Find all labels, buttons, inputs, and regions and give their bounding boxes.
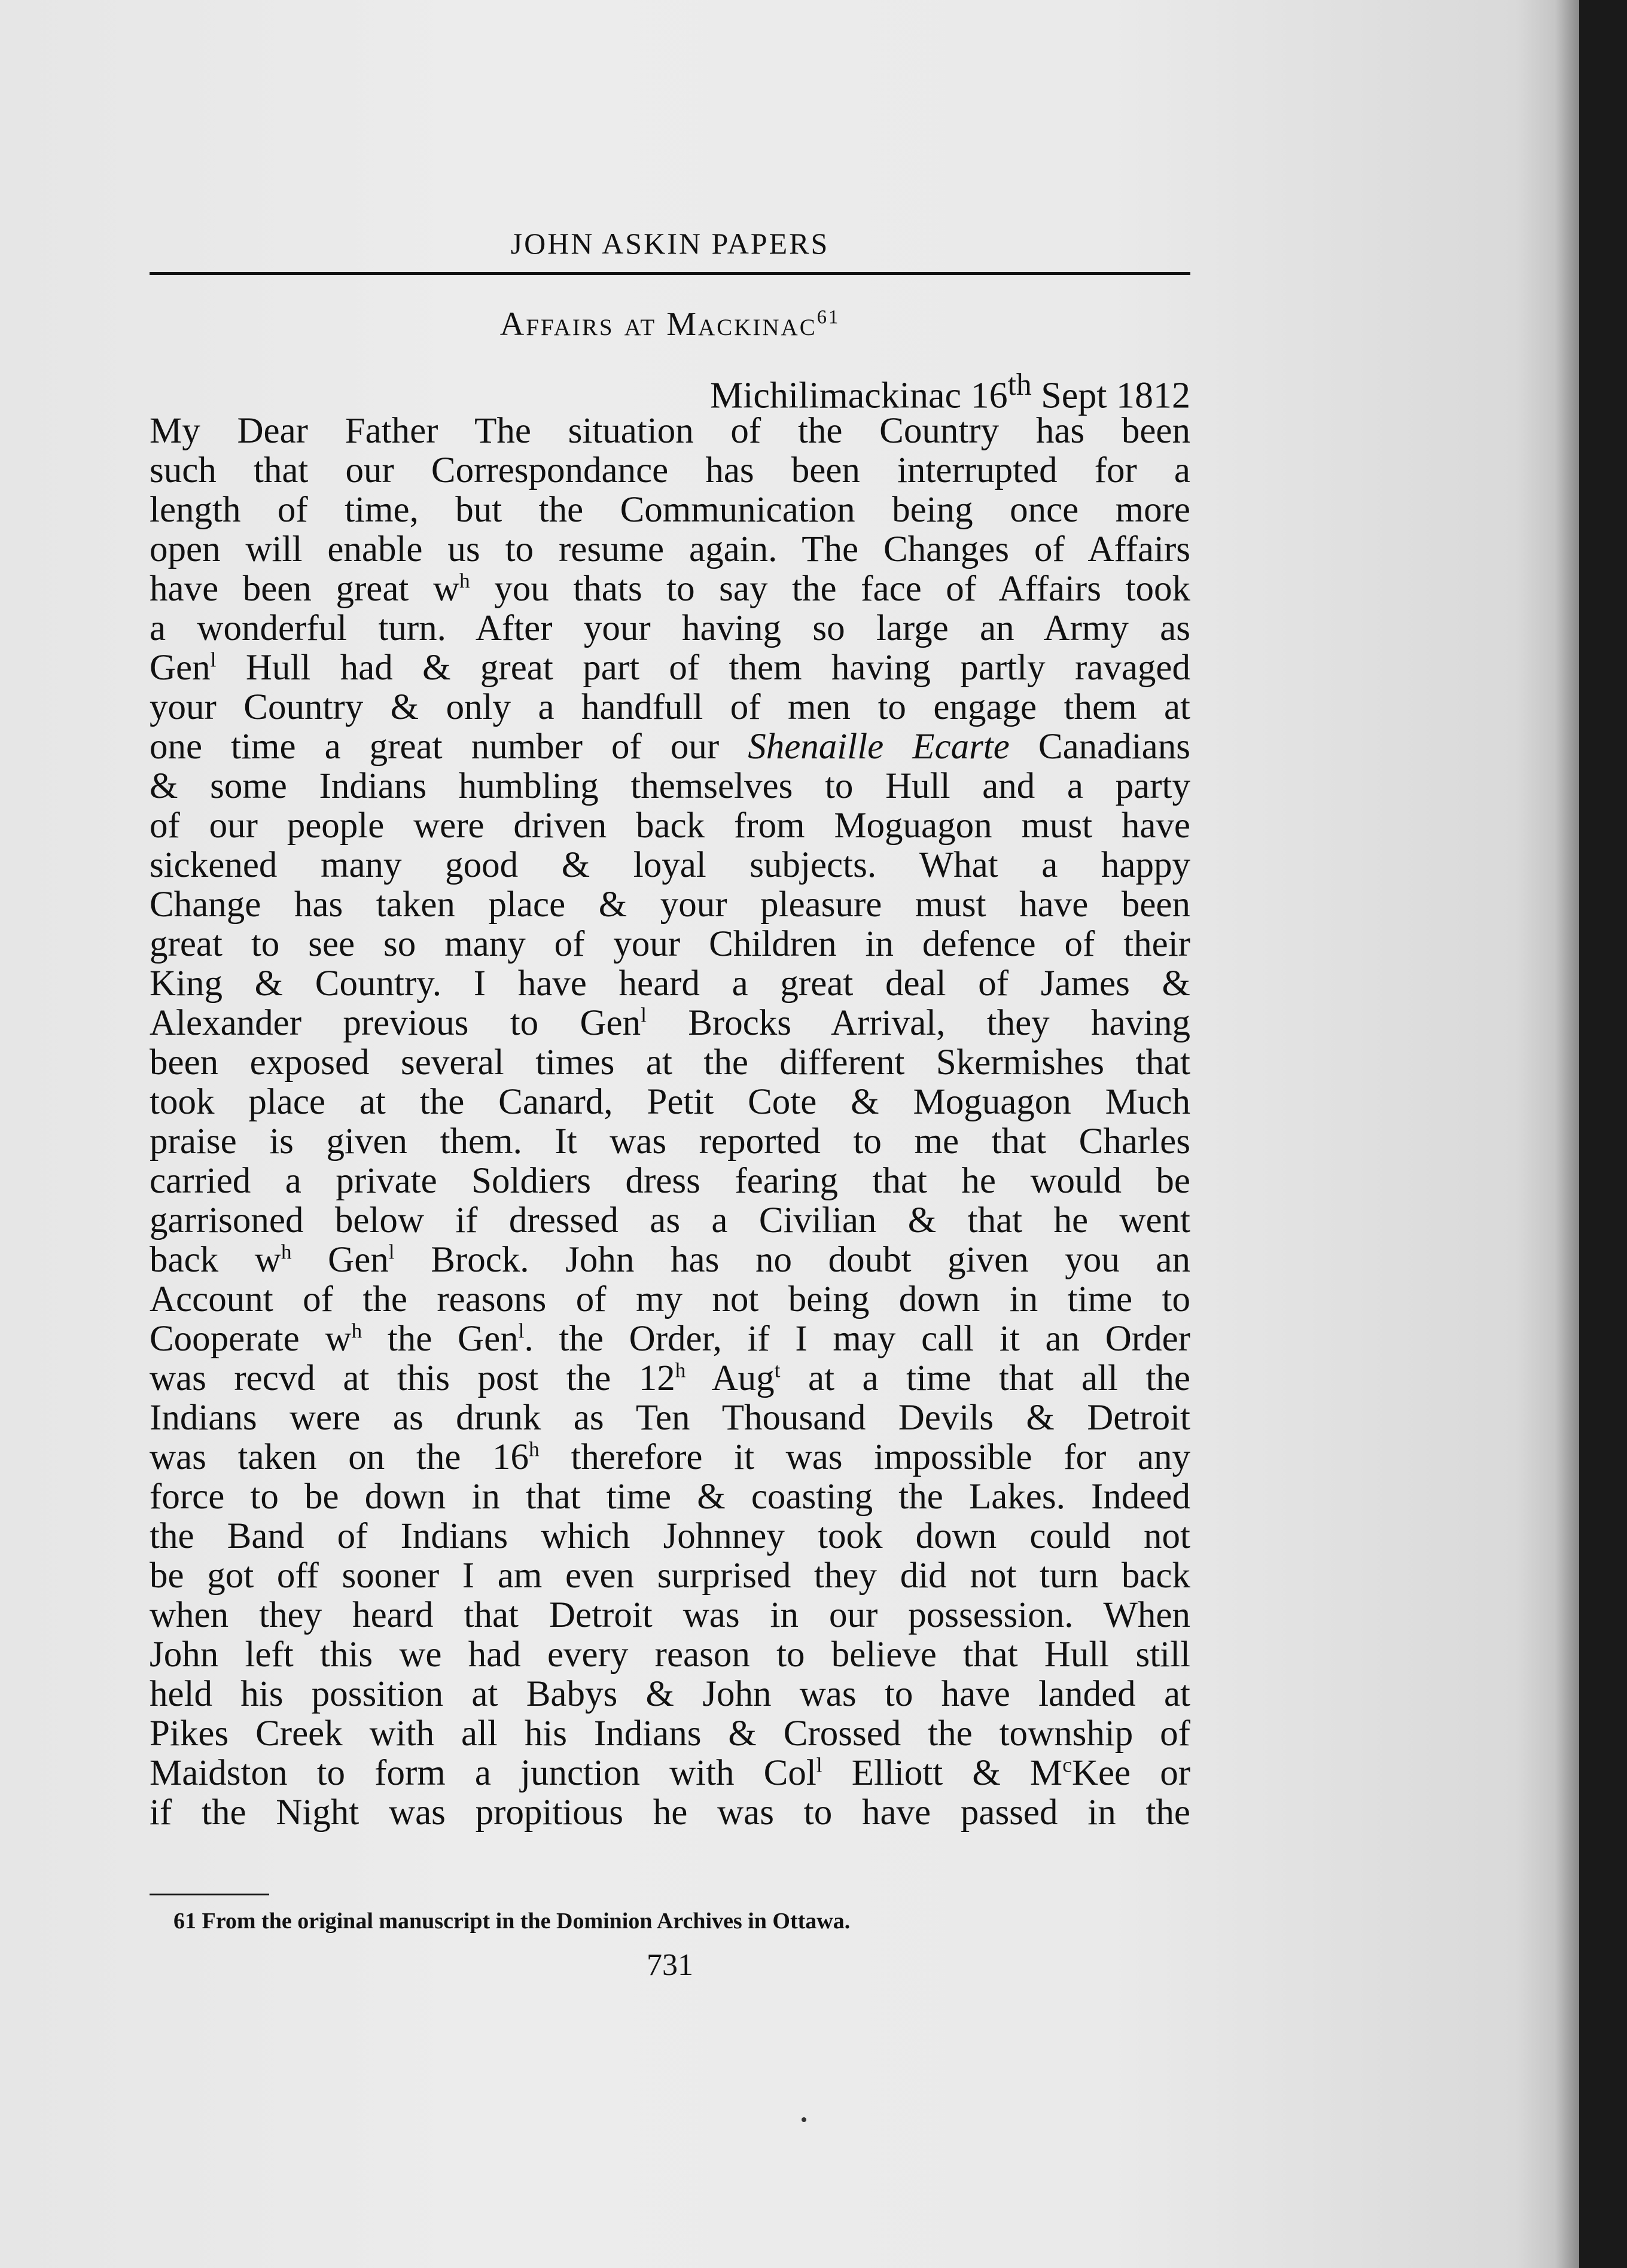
body-text: when they heard that Detroit was in our possession. When bbox=[150, 1595, 1190, 1635]
body-text: your Country & only a handfull of men to engage them at bbox=[150, 687, 1190, 727]
footnote-text: From the original manuscript in the Dominion Archives in Ottawa. bbox=[196, 1909, 851, 1934]
abbrev-superscript: l bbox=[641, 1002, 647, 1027]
header-rule bbox=[150, 272, 1190, 275]
body-text: was recvd at this post the 12 bbox=[150, 1358, 675, 1398]
body-line bbox=[150, 1675, 1190, 1714]
body-text: took place at the Canard, Petit Cote & Moguagon Much bbox=[150, 1082, 1190, 1122]
abbrev-superscript: h bbox=[459, 568, 470, 593]
abbrev-superscript: c bbox=[1062, 1752, 1072, 1777]
body-line bbox=[150, 609, 1190, 648]
body-line bbox=[150, 1122, 1190, 1162]
body-text: was taken on the 16 bbox=[150, 1437, 529, 1477]
footnote-number: 61 bbox=[173, 1909, 196, 1934]
body-line bbox=[150, 1635, 1190, 1675]
body-text: open will enable us to resume again. The Changes of Affairs bbox=[150, 529, 1190, 569]
body-text: such that our Correspondance has been interrupted for a bbox=[150, 450, 1190, 490]
body-line bbox=[150, 451, 1190, 490]
abbrev-superscript: h bbox=[529, 1437, 540, 1461]
body-line bbox=[150, 1043, 1190, 1083]
body-text: Indians were as drunk as Ten Thousand Devils & Detroit bbox=[150, 1398, 1190, 1438]
body-text: Maidston to form a junction with Col bbox=[150, 1753, 816, 1793]
body-line bbox=[150, 1477, 1190, 1517]
body-text: Gen bbox=[291, 1240, 389, 1280]
body-text: of our people were driven back from Moguagon must have bbox=[150, 806, 1190, 846]
body-line bbox=[150, 1793, 1190, 1833]
body-text: Kee or bbox=[1071, 1753, 1191, 1793]
body-text: Gen bbox=[150, 648, 211, 688]
body-text: at a time that all the bbox=[780, 1358, 1191, 1398]
body-text: Elliott & M bbox=[822, 1753, 1063, 1793]
body-text: if the Night was propitious he was to have passed in the bbox=[150, 1793, 1190, 1833]
body-text: therefore it was impossible for any bbox=[539, 1437, 1190, 1477]
body-text: praise is given them. It was reported to me that Charles bbox=[150, 1121, 1190, 1162]
body-line bbox=[150, 1438, 1190, 1477]
abbrev-superscript: l bbox=[518, 1318, 525, 1343]
body-line bbox=[150, 1517, 1190, 1556]
body-text: Canadians bbox=[1009, 727, 1190, 767]
body-text: been exposed several times at the different Skermishes that bbox=[150, 1042, 1190, 1083]
body-text: have been great w bbox=[150, 569, 460, 609]
body-text: one time a great number of our bbox=[150, 727, 748, 767]
body-text: John left this we had every reason to believe that Hull still bbox=[150, 1635, 1190, 1675]
body-line bbox=[150, 1004, 1190, 1043]
footnote-ref-61: 61 bbox=[816, 306, 840, 328]
body-text: length of time, but the Communication being once more bbox=[150, 490, 1190, 530]
body-text: force to be down in that time & coasting the Lakes. Indeed bbox=[150, 1477, 1190, 1517]
body-line bbox=[150, 925, 1190, 964]
body-text: & some Indians humbling themselves to Hull and a party bbox=[150, 766, 1190, 806]
body-line bbox=[150, 1162, 1190, 1201]
paper-speck bbox=[802, 2117, 806, 2122]
body-line bbox=[150, 767, 1190, 806]
body-text: sickened many good & loyal subjects. What a happy bbox=[150, 845, 1190, 885]
body-line bbox=[150, 569, 1190, 609]
body-line bbox=[150, 1398, 1190, 1438]
body-text: Brocks Arrival, they having bbox=[646, 1003, 1190, 1043]
body-text: be got off sooner I am even surprised they did not turn back bbox=[150, 1556, 1190, 1596]
letter-dateline bbox=[150, 367, 1190, 417]
body-line bbox=[150, 1596, 1190, 1635]
body-line bbox=[150, 1083, 1190, 1122]
dateline-place: Michilimackinac 16 bbox=[710, 375, 1008, 416]
body-line bbox=[150, 1240, 1190, 1280]
body-line bbox=[150, 1714, 1190, 1754]
body-text: held his possition at Babys & John was to have landed at bbox=[150, 1674, 1190, 1714]
body-line bbox=[150, 411, 1190, 451]
body-text: back w bbox=[150, 1240, 281, 1280]
body-line bbox=[150, 846, 1190, 885]
body-text: Alexander previous to Gen bbox=[150, 1003, 641, 1043]
body-line bbox=[150, 490, 1190, 530]
body-line bbox=[150, 964, 1190, 1004]
dateline-day-suffix: th bbox=[1007, 368, 1032, 402]
body-text: a wonderful turn. After your having so large an Army as bbox=[150, 608, 1190, 648]
abbrev-superscript: l bbox=[388, 1239, 395, 1264]
body-text: Account of the reasons of my not being down in time to bbox=[150, 1279, 1190, 1319]
abbrev-superscript: h bbox=[351, 1318, 362, 1343]
abbrev-superscript: l bbox=[816, 1752, 822, 1777]
body-line bbox=[150, 1359, 1190, 1398]
body-line bbox=[150, 806, 1190, 846]
body-text: great to see so many of your Children in defence of their bbox=[150, 924, 1190, 964]
body-text: Change has taken place & your pleasure must have been bbox=[150, 885, 1190, 925]
body-text: the Gen bbox=[362, 1319, 519, 1359]
body-line bbox=[150, 885, 1190, 925]
body-text: Cooperate w bbox=[150, 1319, 352, 1359]
body-line bbox=[150, 1556, 1190, 1596]
body-text: My Dear Father The situation of the Country has been bbox=[150, 411, 1190, 451]
abbrev-superscript: h bbox=[675, 1358, 686, 1382]
body-line bbox=[150, 727, 1190, 767]
footnote-rule bbox=[150, 1894, 269, 1895]
dateline-rest: Sept 1812 bbox=[1031, 375, 1190, 416]
section-title-text: Affairs at Mackinac bbox=[499, 306, 817, 343]
body-text: Aug bbox=[685, 1358, 775, 1398]
body-text: . the Order, if I may call it an Order bbox=[524, 1319, 1190, 1359]
body-line bbox=[150, 688, 1190, 727]
body-text: the Band of Indians which Johnney took down could not bbox=[150, 1516, 1190, 1556]
page-number: 731 bbox=[647, 1948, 693, 1982]
body-text: King & Country. I have heard a great deal of James & bbox=[150, 964, 1190, 1004]
body-text: garrisoned below if dressed as a Civilian & that he went bbox=[150, 1200, 1190, 1240]
page-edge-shadow bbox=[1555, 0, 1579, 2268]
body-line bbox=[150, 648, 1190, 688]
body-text: carried a private Soldiers dress fearing that he would be bbox=[150, 1161, 1190, 1201]
body-text: Brock. John has no doubt given you an bbox=[394, 1240, 1190, 1280]
section-title bbox=[150, 305, 1190, 343]
italic-place-name: Shenaille Ecarte bbox=[748, 727, 1010, 767]
body-text: Pikes Creek with all his Indians & Crossed the township of bbox=[150, 1714, 1190, 1754]
letter-body bbox=[150, 411, 1190, 1833]
abbrev-superscript: h bbox=[281, 1239, 292, 1264]
footnote bbox=[173, 1908, 1190, 1934]
abbrev-superscript: t bbox=[774, 1358, 781, 1382]
body-text: you thats to say the face of Affairs took bbox=[470, 569, 1191, 609]
body-line bbox=[150, 530, 1190, 569]
body-line bbox=[150, 1201, 1190, 1240]
body-text: Hull had & great part of them having partly ravaged bbox=[216, 648, 1190, 688]
body-line bbox=[150, 1754, 1190, 1793]
abbrev-superscript: l bbox=[210, 647, 217, 672]
body-line bbox=[150, 1319, 1190, 1359]
body-line bbox=[150, 1280, 1190, 1319]
running-head: JOHN ASKIN PAPERS bbox=[510, 227, 830, 260]
